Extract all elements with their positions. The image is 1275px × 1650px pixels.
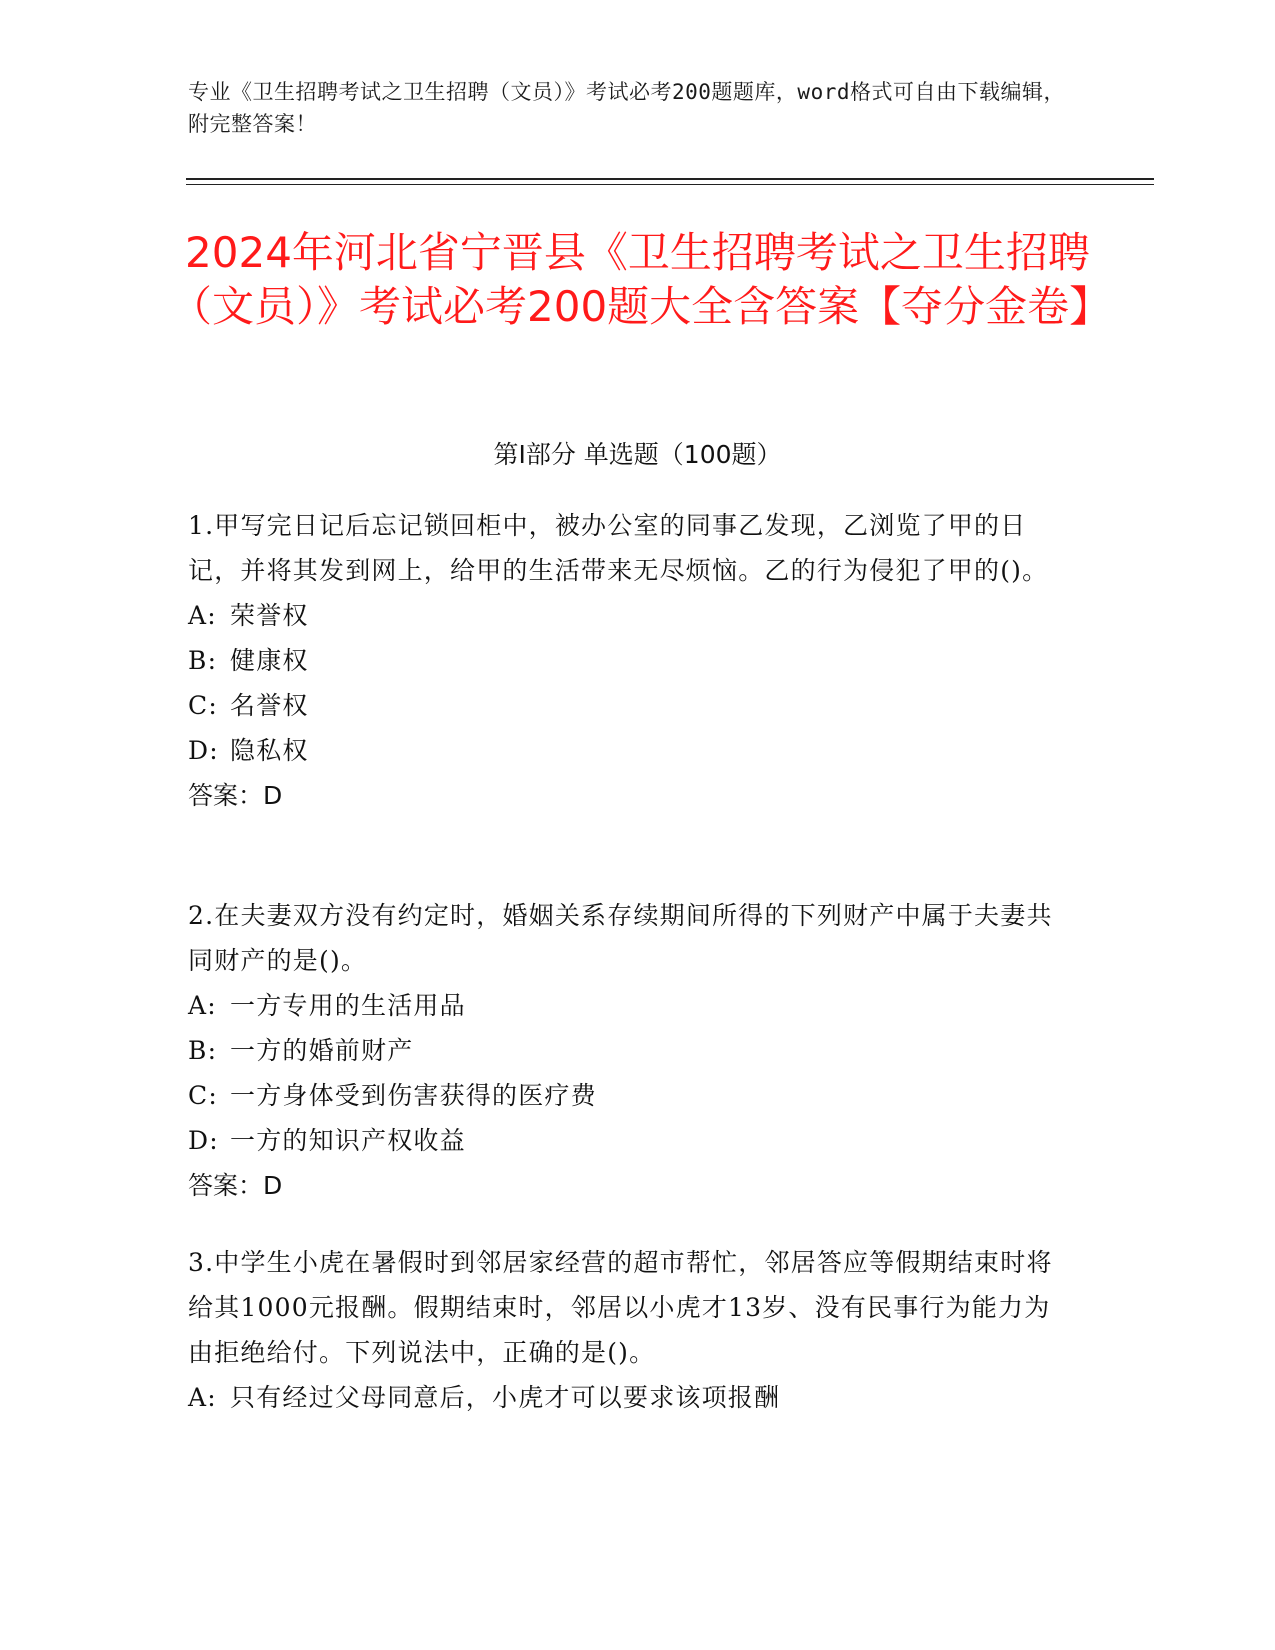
option-key: A: xyxy=(188,991,217,1020)
option-text: 只有经过父母同意后，小虎才可以要求该项报酬 xyxy=(230,1383,781,1412)
question-2 xyxy=(188,893,1068,1208)
option-a xyxy=(188,983,1068,1028)
option-text: 一方的婚前财产 xyxy=(230,1036,414,1065)
option-text: 健康权 xyxy=(230,646,309,675)
question-1 xyxy=(188,503,1068,818)
document-title: 2024年河北省宁晋县《卫生招聘考试之卫生招聘（文员）》考试必考200题大全含答案【夺分金卷】 xyxy=(170,228,1112,331)
option-key: D: xyxy=(188,736,219,765)
header-divider-thin xyxy=(186,184,1154,185)
option-b xyxy=(188,1028,1068,1073)
header-divider-thick xyxy=(186,178,1154,180)
option-text: 荣誉权 xyxy=(230,601,309,630)
option-text: 隐私权 xyxy=(230,736,309,765)
option-a xyxy=(188,1375,1068,1420)
option-text: 一方身体受到伤害获得的医疗费 xyxy=(230,1081,597,1110)
option-key: A: xyxy=(188,1383,217,1412)
section-title: 第Ⅰ部分 单选题（100题） xyxy=(493,440,782,469)
option-d xyxy=(188,1118,1068,1163)
header-note: 专业《卫生招聘考试之卫生招聘（文员）》考试必考200题题库，word格式可自由下载编辑，附完整答案！ xyxy=(188,80,1065,136)
option-text: 一方专用的生活用品 xyxy=(230,991,466,1020)
question-3 xyxy=(188,1240,1068,1420)
option-key: A: xyxy=(188,601,217,630)
option-key: C: xyxy=(188,691,218,720)
answer-line: 答案：D xyxy=(188,781,283,810)
question-stem: 2.在夫妻双方没有约定时，婚姻关系存续期间所得的下列财产中属于夫妻共同财产的是()。 xyxy=(188,901,1053,975)
option-text: 一方的知识产权收益 xyxy=(230,1126,466,1155)
option-key: C: xyxy=(188,1081,218,1110)
option-b xyxy=(188,638,1068,683)
option-key: B: xyxy=(188,1036,218,1065)
answer-line: 答案：D xyxy=(188,1171,283,1200)
option-a xyxy=(188,593,1068,638)
option-key: B: xyxy=(188,646,218,675)
question-stem: 1.甲写完日记后忘记锁回柜中，被办公室的同事乙发现，乙浏览了甲的日记，并将其发到网上，给甲的生活带来无尽烦恼。乙的行为侵犯了甲的()。 xyxy=(188,511,1049,585)
option-d xyxy=(188,728,1068,773)
option-text: 名誉权 xyxy=(230,691,309,720)
option-c xyxy=(188,1073,1068,1118)
option-c xyxy=(188,683,1068,728)
option-key: D: xyxy=(188,1126,219,1155)
question-stem: 3.中学生小虎在暑假时到邻居家经营的超市帮忙，邻居答应等假期结束时将给其1000元报酬。假期结束时，邻居以小虎才13岁、没有民事行为能力为由拒绝给付。下列说法中，正确的是()。 xyxy=(188,1248,1053,1367)
